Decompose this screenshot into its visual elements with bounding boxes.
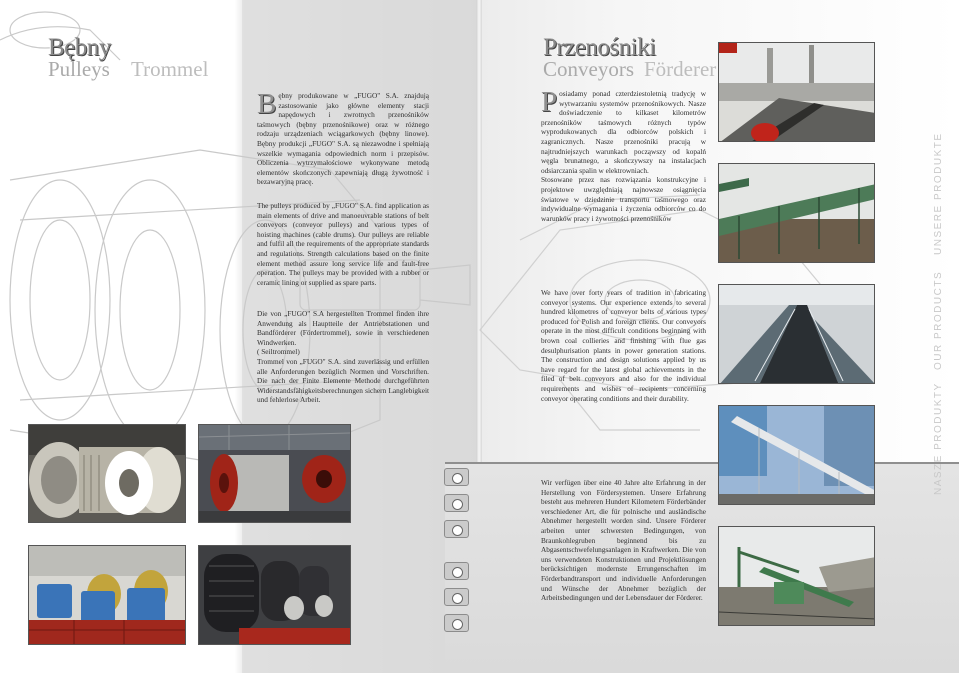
hinge-4: [444, 562, 469, 580]
dropcap-p: P: [541, 86, 558, 118]
pulleys-text-en: The pulleys produced by „FUGO" S.A. find application as main elements of drive and manoeuvrable stations of belt conveyors (conveyor pulleys) and various types of hoisting machines (cable drums). Our pulleys are reliable and fulfil all the requirements of the appropriate standards and regulations. Strength calculations based on the finite element method assure long service life and fault-free operation. The pulleys may be provided with a rubber or ceramic lining or supplied as spare parts.: [257, 201, 429, 287]
title-pulleys-de: Trommel: [131, 57, 209, 81]
pulleys-text-pl: [257, 88, 429, 187]
title-pulleys-pl: Bębny: [48, 34, 111, 61]
photo-blue-drives: [28, 545, 186, 645]
hinge-3: [444, 520, 469, 538]
conveyors-text-pl: [541, 86, 706, 223]
pulleys-text-pl-body: ębny produkowane w „FUGO" S.A. znajdują zastosowanie jako główne elementy stacji napędowych i zwrotnych przenośników taśmowych (bębny przenośnikowe) oraz w różnego rodzaju urządzeniach wciągarkowych (bębny linowe). Bębny produkcji „FUGO" S.A. są niezawodne i spełniają wszelkie wymagania odpowiednich norm i przepisów. Obliczenia wytrzymałościowe wykonywane metodą elementów skończonych zapewniają długą żywotność i bezawaryjną pracę.: [257, 91, 429, 187]
title-conveyors-en: Conveyors: [543, 57, 634, 81]
photo-green-conveyor: [718, 163, 875, 263]
side-label-pl: NASZE PRODUKTY: [933, 382, 944, 495]
conveyors-text-pl-body-1: osiadamy ponad czterdziestoletnią tradycję w wytwarzaniu systemów przenośnikowych. Nasze doświadczenie to kilkaset kilometrów przenośników taśmowych różnych typów wyprodukowanych dla odbiorców polskich i zagranicznych. Nasze przenośniki pracują w najtrudniejszych warunkach począwszy od kopalń węgla brunatnego, a skończywszy na instalacjach odsiarczania spalin w elektrowniach.: [541, 89, 706, 175]
photo-black-pulleys: [198, 545, 351, 645]
photo-pulleys-red: [198, 424, 351, 523]
conveyors-text-de: Wir verfügen über eine 40 Jahre alte Erfahrung in der Herstellung von Fördersystemen. Unsere Erfahrung besteht aus mehreren Hundert Kilometern Förderbänder verschiedener Art, die für polnische und ausländische Abnehmer hergestellt worden sind. Unsere Förderer arbeiten unter schwersten Bedingungen, von Braunkohlegruben beginnend bis zu Abgasentschwefelungsanlagen in Kraftwerken. Die von uns verwendeten Konstruktionen und Projektlösungen berücksichtigen modernste Errungenschaften im Förderbandtransport und individuelle Anforderungen und Wünsche der Abnehmer bezüglich der Arbeitsbedingungen und der Lebensdauer der Förderer.: [541, 478, 706, 603]
pulleys-text-de: [257, 309, 429, 405]
dropcap-b: B: [257, 88, 277, 120]
photo-pulleys-warehouse: [28, 424, 186, 523]
pulleys-text-de-1: Die von „FUGO" S.A hergestellten Trommel finden ihre Anwendung als Hauptteile der Antriebstationen und Bandförderer (Fördertrommel), sowie in verschiedenen Windwerken.: [257, 309, 429, 347]
photo-power-plant-conveyor: [718, 42, 875, 142]
photo-long-conveyor: [718, 284, 875, 384]
title-conveyors-de: Förderer: [644, 57, 717, 81]
hinge-2: [444, 494, 469, 512]
conveyors-text-en: We have over forty years of tradition in fabricating conveyor systems. Our experience extends to several hundred kilometres of conveyor belts of various types produced for Polish and foreign clients. Our conveyors operate in the most difficult conditions beginning with brown coal collieries and finishing with flue gas desulphurisation plants in power generation stations. The construction and design solutions applied by us have regard for the latest global achievements in the filed of belt conveyors and also for the individual requirements and wishes of recipients concerning conveyor operating conditions and their durability.: [541, 288, 706, 403]
hinge-6: [444, 614, 469, 632]
side-label-en: OUR PRODUCTS: [933, 270, 944, 370]
photo-excavator-conveyor: [718, 526, 875, 626]
photo-inclined-conveyor: [718, 405, 875, 505]
title-pulleys-en: Pulleys: [48, 57, 110, 81]
pulleys-text-de-2: ( Seiltrommel): [257, 347, 300, 357]
side-label-de: UNSERE PRODUKTE: [933, 132, 944, 255]
title-conveyors-pl: Przenośniki: [543, 34, 656, 61]
hinge-5: [444, 588, 469, 606]
pulleys-text-de-3: Trommel von „FUGO" S.A. sind zuverlässig und erfüllen alle Anforderungen bezüglich Normen und Vorschriften. Die nach der Finite Elemente Methode durchgeführten Widerstandsfähigkeitsberechnungen sichern Langlebigkeit und fehlerlose Arbeit.: [257, 356, 429, 405]
conveyors-text-pl-body-2: Stosowane przez nas rozwiązania konstrukcyjne i projektowe uwzględniają najnowsze osiągnięcia światowe w dziedzinie transportu taśmowego oraz indywidualne wymagania i życzenia odbiorców co do warunków pracy i żywotności przenośników: [541, 175, 706, 223]
hinge-1: [444, 468, 469, 486]
